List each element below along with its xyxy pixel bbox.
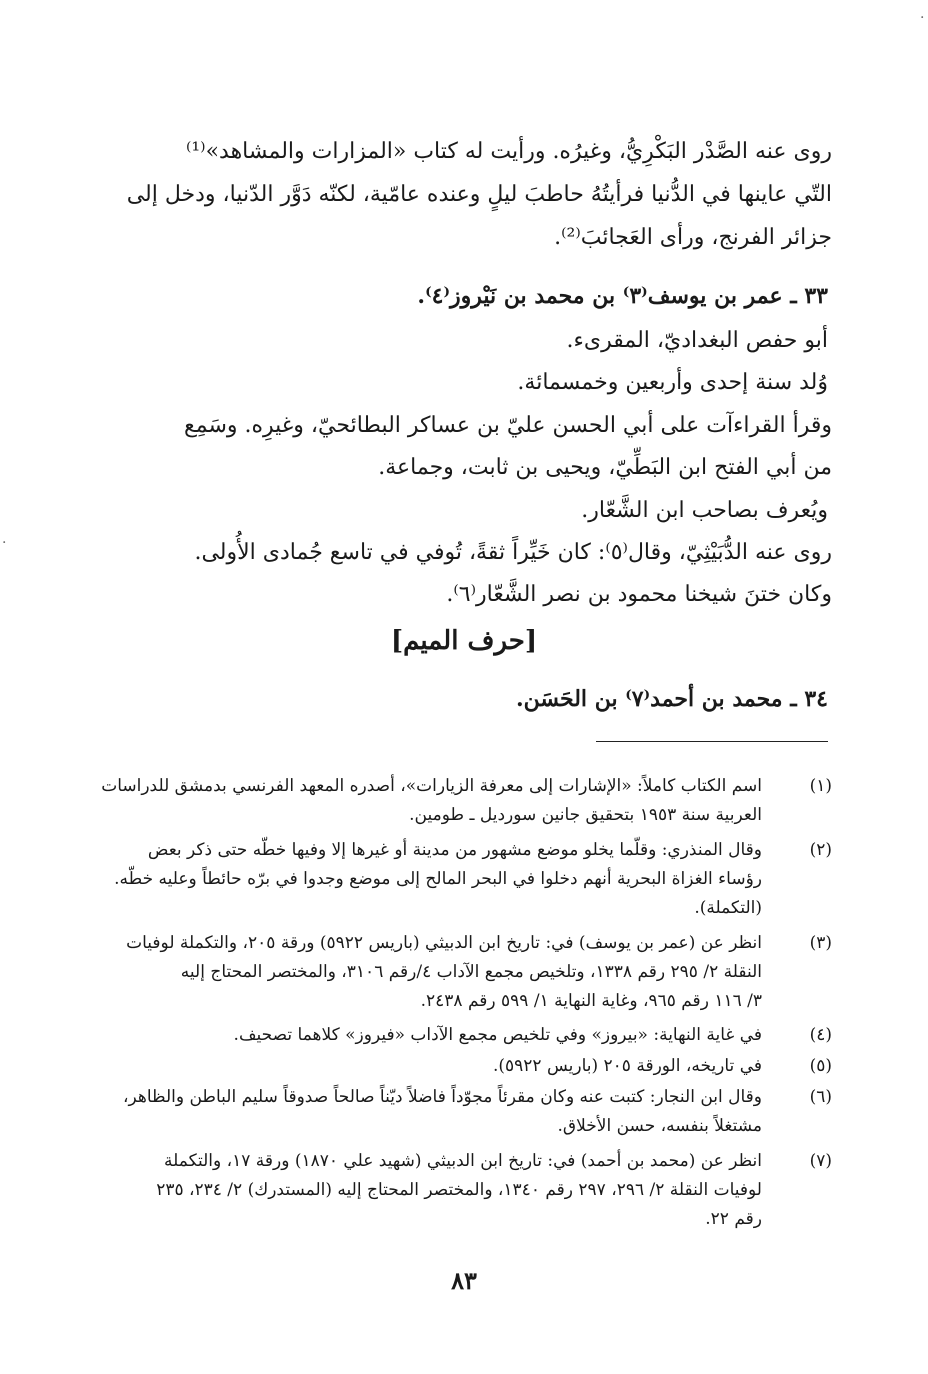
footnote-number: (٥) (809, 1056, 832, 1076)
body-line: ويُعرف بصاحب ابن الشَّعّار. (581, 498, 828, 523)
footnote (92, 929, 832, 1016)
body-line: روى عنه الصَّدْر البَكْرِيُّ، وغيرُه. ورأيت له كتاب «المزارات والمشاهد»⁽¹⁾ (185, 139, 832, 164)
footnote-number: (١) (809, 776, 832, 796)
body-line: وقرأ القراءآت على أبي الحسن عليّ بن عساكر البطائحيّ، وغيرِه. وسَمِع (184, 413, 832, 438)
footnote-line: رؤساء الغزاة البحرية أنهم دخلوا في البحر المالح إلى موضع وجدوا في برّه حائطاً وعليه خطّه. (114, 869, 762, 889)
footnote-separator (596, 741, 828, 742)
footnote (92, 836, 832, 923)
entry-title: ٣٤ ـ محمد بن أحمد⁽٧⁾ بن الحَسَن. (515, 686, 828, 712)
footnote-line: مشتغلاً بنفسه، حسن الأخلاق. (557, 1116, 762, 1136)
body-line: وكان ختنَ شيخنا محمود بن نصر الشَّعّار⁽٦⁾. (446, 582, 832, 607)
footnote-line: النقلة ٢/ ٢٩٥ رقم ١٣٣٨، وتلخيص مجمع الآداب ٤/رقم ٣١٠٦، والمختصر المحتاج إليه (180, 962, 762, 982)
footnote-line: ٣/ ١١٦ رقم ٩٦٥، وغاية النهاية ١/ ٥٩٩ رقم ٢٤٣٨. (420, 991, 762, 1011)
footnote-number: (٦) (809, 1087, 832, 1107)
footnote-line: انظر عن (عمر بن يوسف) في: تاريخ ابن الدبيثي (باريس ٥٩٢٢) ورقة ٢٠٥، والتكملة لوفيات (126, 933, 762, 953)
footnote-line: اسم الكتاب كاملاً: «الإشارات إلى معرفة الزيارات»، أصدره المعهد الفرنسي بدمشق للدراسات (101, 776, 762, 796)
footnote-line: وقال المنذري: وقلّما يخلو موضع مشهور من مدينة أو غيرها إلا وفيها خطّه حتى ذكر بعض (147, 840, 762, 860)
body-line: من أبي الفتح ابن البَطِّيّ، ويحيى بن ثابت، وجماعة. (378, 455, 832, 480)
body-line: روى عنه الدُّبَيْثِيّ، وقال⁽٥⁾: كان خَيِّراً ثقةً، تُوفي في تاسع جُمادى الأُولى. (194, 540, 832, 565)
footnote-number: (٤) (809, 1025, 832, 1045)
body-line: جزائر الفرنج، ورأى العَجائبَ⁽²⁾. (554, 225, 832, 250)
footnote-line: لوفيات النقلة ٢/ ٢٩٦، ٢٩٧ رقم ١٣٤٠، والمختصر المحتاج إليه (المستدرك) ٢/ ٢٣٤، ٢٣٥ (156, 1180, 762, 1200)
footnote-line: انظر عن (محمد بن أحمد) في: تاريخ ابن الدبيثي (شهيد علي ١٨٧٠) ورقة ١٧، والتكملة (164, 1151, 762, 1171)
footnote (92, 1052, 832, 1081)
footnote (92, 1147, 832, 1234)
margin-mark-left: · (2, 535, 7, 551)
margin-mark-top: · (920, 10, 925, 26)
footnote-line: (التكملة). (694, 898, 762, 918)
footnote-line: وقال ابن النجار: كتبت عنه وكان مقرئاً مجوّداً فاضلاً ديّناً صالحاً صدوقاً سليم الباطن والظاهر، (123, 1087, 762, 1107)
footnote-number: (٣) (809, 933, 832, 953)
footnote-number: (٧) (809, 1151, 832, 1171)
footnote-line: في غاية النهاية: «بيروز» وفي تلخيص مجمع الآداب «فيروز» كلاهما تصحيف. (233, 1025, 762, 1045)
page-number: ٨٣ (451, 1266, 477, 1295)
body-line: وُلد سنة إحدى وأربعين وخمسمائة. (517, 370, 828, 395)
entry-title: ٣٣ ـ عمر بن يوسف⁽٣⁾ بن محمد بن نَيْروز⁽٤⁾. (417, 283, 828, 309)
body-line: أبو حفص البغداديّ، المقرىء. (566, 328, 828, 353)
footnote (92, 772, 832, 830)
footnote-line: العربية سنة ١٩٥٣ بتحقيق جانين سورديل ـ طومين. (409, 805, 762, 825)
footnote-line: في تاريخه، الورقة ٢٠٥ (باريس ٥٩٢٢). (492, 1056, 762, 1076)
footnote-number: (٢) (809, 840, 832, 860)
footnote (92, 1083, 832, 1141)
body-line: التّي عاينها في الدُّنيا فرأيتُهُ حاطبَ ليلٍ وعنده عامّية، لكنّه دَوَّر الدّنيا، ودخل إلى (126, 182, 832, 207)
section-heading: [حرف الميم] (390, 626, 538, 656)
footnote (92, 1021, 832, 1050)
footnote-line: رقم ٢٢. (705, 1209, 762, 1229)
